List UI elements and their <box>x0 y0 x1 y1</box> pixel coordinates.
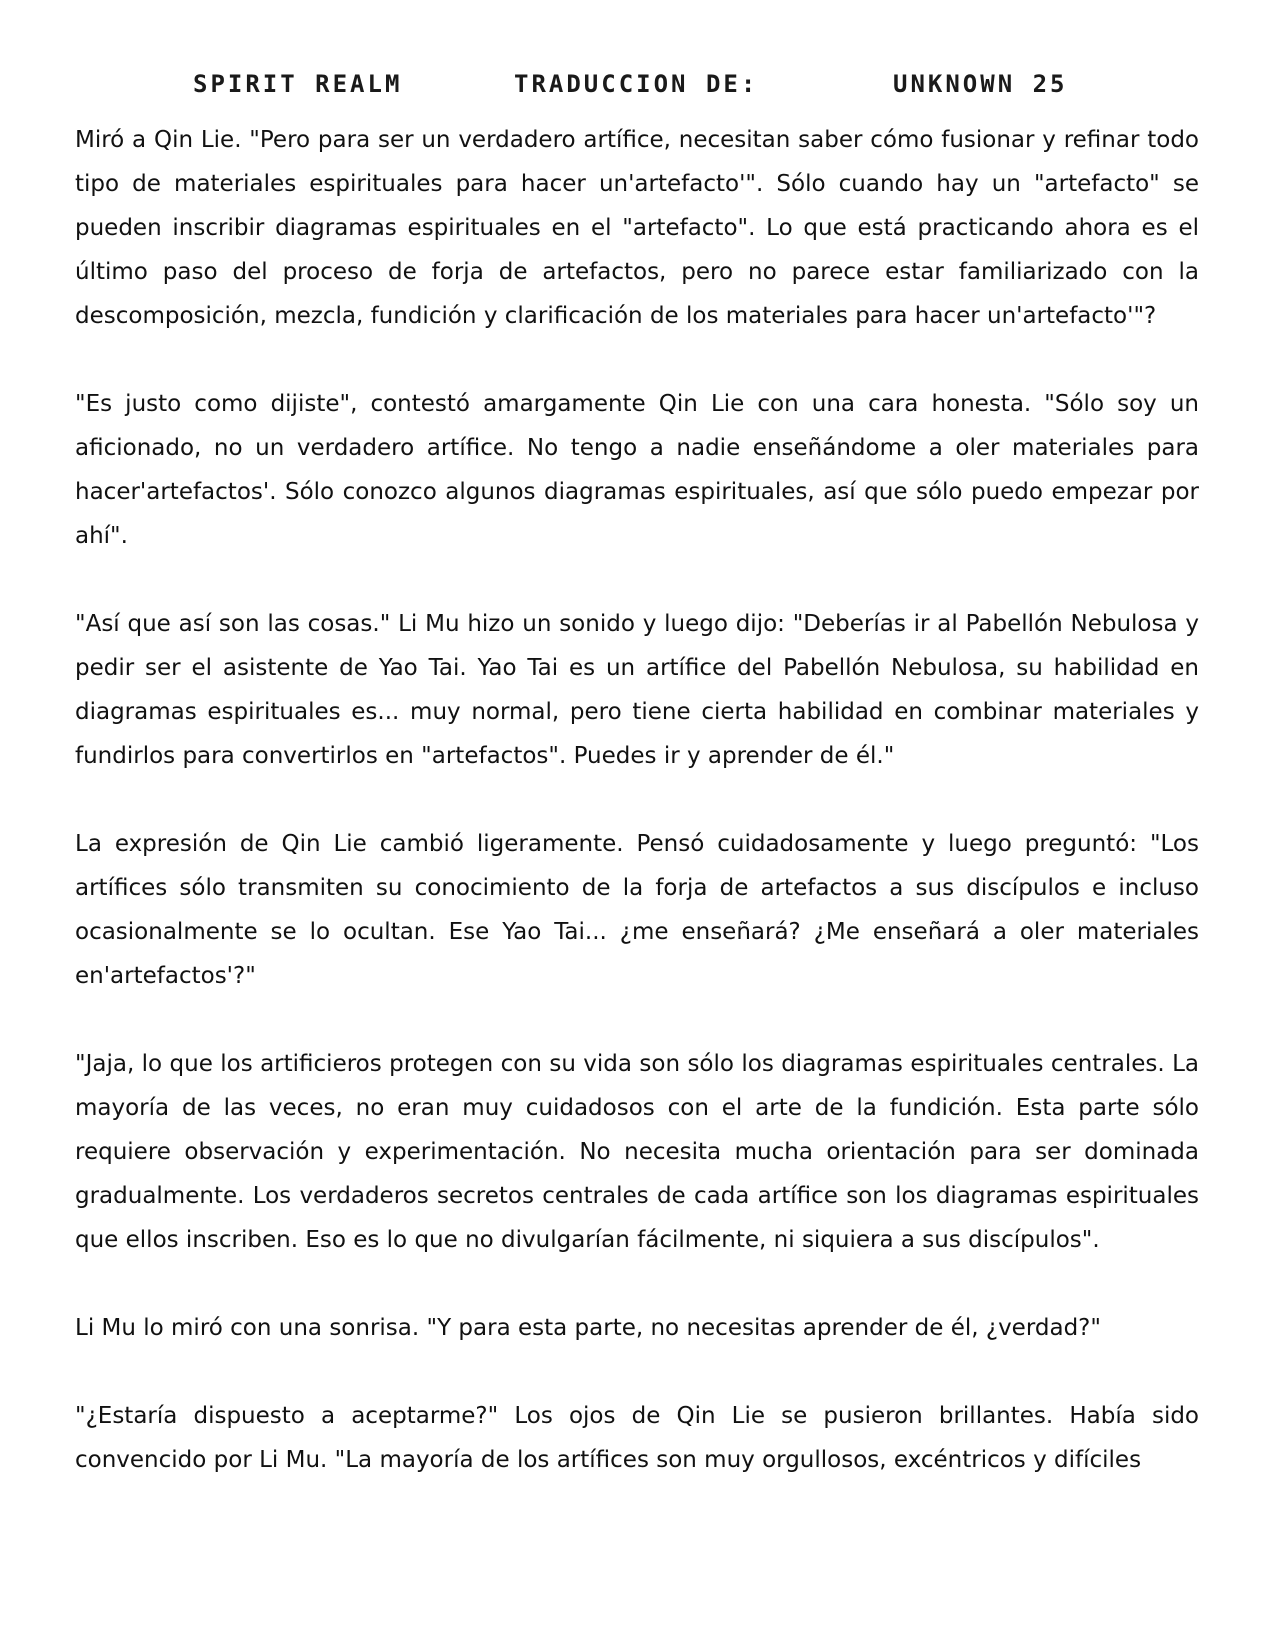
paragraph: "Es justo como dijiste", contestó amargamente Qin Lie con una cara honesta. "Sólo soy un aficionado, no un verdadero artífice. No tengo a nadie enseñándome a oler materiales para hacer'artefactos'. Sólo conozco algunos diagramas espirituales, así que sólo puedo empezar por ahí". <box>75 391 1199 549</box>
page-header <box>0 70 1275 110</box>
paragraph: La expresión de Qin Lie cambió ligeramente. Pensó cuidadosamente y luego preguntó: "Los artífices sólo transmiten su conocimiento de la forja de artefactos a sus discípulos e incluso ocasionalmente se lo ocultan. Ese Yao Tai... ¿me enseñará? ¿Me enseñará a oler materiales en'artefactos'?" <box>75 831 1199 989</box>
document-body <box>75 118 1199 1482</box>
paragraph: Li Mu lo miró con una sonrisa. "Y para esta parte, no necesitas aprender de él, ¿verdad?" <box>75 1315 1101 1341</box>
paragraph: "Así que así son las cosas." Li Mu hizo un sonido y luego dijo: "Deberías ir al Pabellón Nebulosa y pedir ser el asistente de Yao Tai. Yao Tai es un artífice del Pabellón Nebulosa, su habilidad en diagramas espirituales es... muy normal, pero tiene cierta habilidad en combinar materiales y fundirlos para convertirlos en "artefactos". Puedes ir y aprender de él." <box>75 611 1199 769</box>
paragraph: "Jaja, lo que los artificieros protegen con su vida son sólo los diagramas espirituales centrales. La mayoría de las veces, no eran muy cuidadosos con el arte de la fundición. Esta parte sólo requiere observación y experimentación. No necesita mucha orientación para ser dominada gradualmente. Los verdaderos secretos centrales de cada artífice son los diagramas espirituales que ellos inscriben. Eso es lo que no divulgarían fácilmente, ni siquiera a sus discípulos". <box>75 1051 1199 1253</box>
paragraph: Miró a Qin Lie. "Pero para ser un verdadero artífice, necesitan saber cómo fusionar y refinar todo tipo de materiales espirituales para hacer un'artefacto'". Sólo cuando hay un "artefacto" se pueden inscribir diagramas espirituales en el "artefacto". Lo que está practicando ahora es el último paso del proceso de forja de artefactos, pero no parece estar familiarizado con la descomposición, mezcla, fundición y clarificación de los materiales para hacer un'artefacto'"? <box>75 127 1199 329</box>
paragraph: "¿Estaría dispuesto a aceptarme?" Los ojos de Qin Lie se pusieron brillantes. Había sido convencido por Li Mu. "La mayoría de los artífices son muy orgullosos, excéntricos y difíciles <box>75 1403 1199 1473</box>
header-translation-label: TRADUCCION DE: <box>514 70 759 98</box>
header-series-title: SPIRIT REALM <box>193 70 403 98</box>
header-translator-name: UNKNOWN 25 <box>893 70 1068 98</box>
